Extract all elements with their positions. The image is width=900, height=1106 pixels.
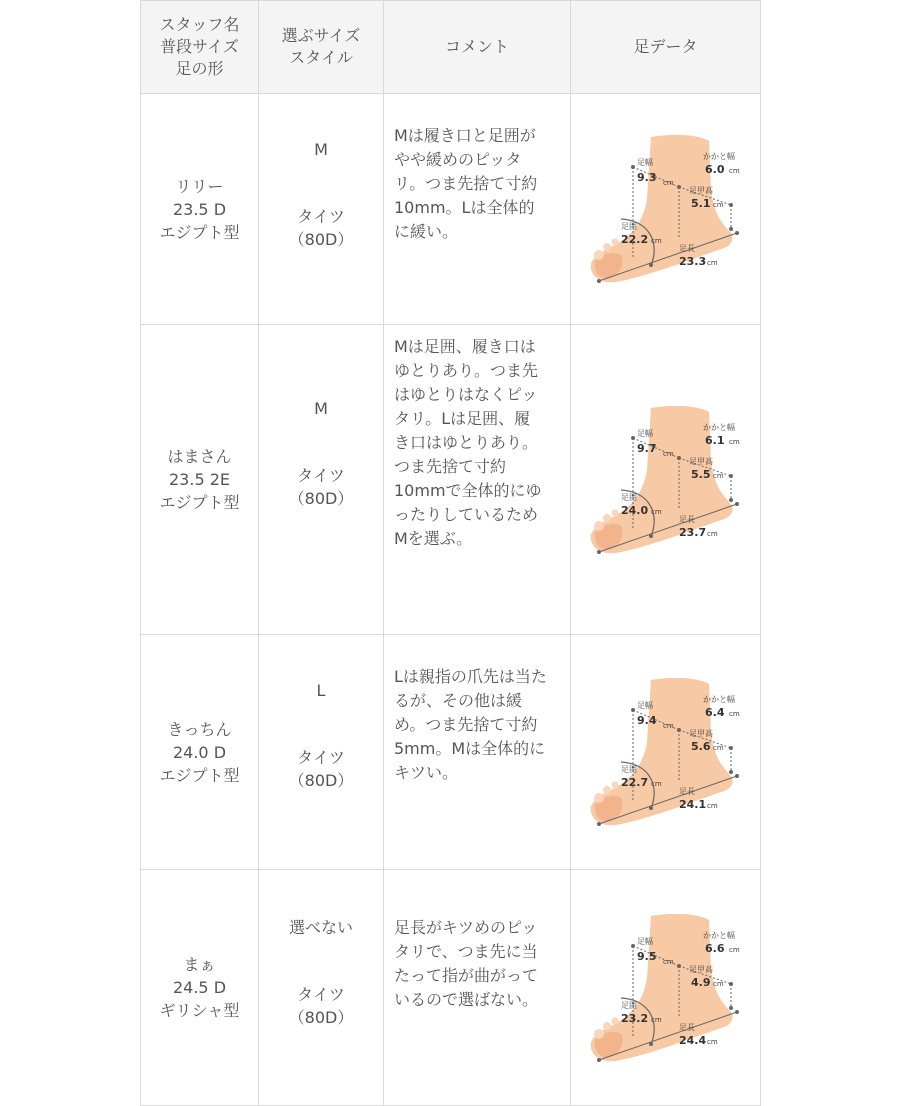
width-unit: cm — [662, 957, 674, 966]
width-label: 足幅 — [636, 428, 653, 438]
comment-line: リ。つま先捨て寸約 — [394, 174, 538, 193]
comment-cell — [384, 870, 571, 1106]
toe-icon — [603, 243, 611, 251]
staff-cell — [141, 325, 259, 635]
length-label: 足長 — [678, 1022, 695, 1032]
heel-label: かかと幅 — [702, 422, 735, 432]
instep-value: 4.9 — [690, 975, 710, 989]
size-cell — [259, 870, 384, 1106]
girth-value: 22.2 — [620, 233, 648, 246]
girth-unit: cm — [650, 507, 662, 516]
comment-cell — [384, 325, 571, 635]
instep-unit: cm — [712, 471, 724, 480]
heel-value: 6.0 — [704, 163, 724, 176]
comment-line: タリで、つま先に当 — [394, 942, 538, 961]
girth-label: 足囲 — [620, 492, 637, 502]
denier-label: （80D） — [288, 1008, 354, 1027]
comment-line: 10mmで全体的にゆ — [394, 481, 542, 500]
usual-size: 24.5 D — [172, 978, 227, 997]
toe-icon — [611, 1017, 618, 1024]
staff-cell — [141, 94, 259, 325]
girth-label: 足囲 — [620, 765, 637, 774]
comment-line: ったりしているため — [394, 505, 539, 524]
table-row — [141, 635, 761, 870]
toe-icon — [603, 1022, 611, 1030]
length-unit: cm — [706, 1037, 718, 1046]
size-spacer — [259, 420, 383, 464]
comment-line: キツい。 — [394, 763, 459, 782]
table-row — [141, 325, 761, 635]
comment-line: め。つま先捨て寸約 — [394, 715, 538, 734]
comment-line: つま先捨て寸約 — [394, 457, 507, 476]
length-label: 足長 — [678, 787, 695, 796]
size-cell — [259, 94, 384, 325]
comment-line: はゆとりはなくピッ — [394, 385, 538, 404]
foot-data-cell — [571, 325, 761, 635]
comment-line: Mは履き口と足囲が — [394, 126, 536, 145]
size-spacer — [259, 702, 383, 746]
denier-label: （80D） — [288, 489, 354, 508]
heel-unit: cm — [728, 710, 740, 718]
heel-value: 6.1 — [704, 433, 724, 447]
width-label: 足幅 — [636, 701, 653, 710]
instep-label: 足甲高 — [688, 964, 713, 974]
foot-shape: エジプト型 — [159, 765, 240, 785]
foot-diagram — [581, 908, 751, 1068]
heel-label: かかと幅 — [702, 152, 735, 161]
girth-value: 24.0 — [620, 503, 648, 517]
header-staff — [141, 1, 259, 94]
girth-unit: cm — [650, 780, 662, 788]
comment-line: 5mm。Mは全体的に — [394, 739, 546, 758]
instep-value: 5.1 — [690, 197, 710, 210]
length-label: 足長 — [678, 514, 695, 524]
heel-value: 6.6 — [704, 941, 724, 955]
foot-data-cell — [571, 94, 761, 325]
toe-icon — [603, 514, 611, 522]
size-cell — [259, 635, 384, 870]
size-spacer — [259, 939, 383, 983]
foot-shape: エジプト型 — [159, 222, 240, 242]
width-label: 足幅 — [636, 936, 653, 946]
length-value: 24.1 — [678, 798, 706, 811]
foot-data-cell — [571, 635, 761, 870]
toe-icon — [603, 786, 611, 794]
header-foot-data: 足データ — [571, 1, 761, 94]
heel-unit: cm — [728, 167, 740, 175]
comment-line: ゆとりあり。つま先 — [394, 361, 539, 380]
toe-icon — [594, 521, 604, 531]
length-unit: cm — [706, 529, 718, 538]
chosen-size: L — [316, 681, 326, 700]
girth-unit: cm — [650, 237, 662, 245]
staff-name: きっちん — [167, 719, 232, 739]
girth-value: 22.7 — [620, 776, 648, 789]
width-value: 9.5 — [636, 949, 656, 963]
comment-line: Mを選ぶ。 — [394, 529, 473, 548]
length-unit: cm — [706, 259, 718, 267]
comment-line: Lは親指の爪先は当た — [394, 667, 547, 686]
table-row — [141, 94, 761, 325]
header-size — [259, 1, 384, 94]
comment-line: たって指が曲がって — [394, 966, 539, 985]
size-spacer — [259, 161, 383, 205]
style-label: タイツ — [297, 985, 345, 1004]
chosen-size: M — [314, 140, 328, 159]
instep-value: 5.5 — [690, 467, 710, 481]
foot-diagram — [581, 129, 751, 289]
length-value: 23.3 — [678, 255, 706, 268]
girth-unit: cm — [650, 1015, 662, 1024]
instep-label: 足甲高 — [688, 729, 713, 738]
toe-icon — [594, 1029, 604, 1039]
width-value: 9.4 — [636, 714, 656, 727]
width-unit: cm — [662, 722, 674, 730]
table-row — [141, 870, 761, 1106]
chosen-size: 選べない — [288, 918, 353, 937]
length-label: 足長 — [678, 244, 695, 253]
foot-diagram — [581, 672, 751, 832]
header-staff-line: スタッフ名 — [159, 15, 240, 34]
heel-label: かかと幅 — [702, 930, 735, 940]
comment-line: に緩い。 — [394, 222, 459, 241]
header-comment: コメント — [384, 1, 571, 94]
chosen-size: M — [314, 399, 328, 418]
denier-label: （80D） — [288, 771, 354, 790]
denier-label: （80D） — [288, 230, 354, 249]
width-label: 足幅 — [636, 158, 653, 167]
instep-unit: cm — [712, 979, 724, 988]
staff-name: リリー — [175, 176, 224, 196]
width-value: 9.7 — [636, 441, 656, 455]
style-label: タイツ — [297, 207, 345, 226]
heel-label: かかと幅 — [702, 695, 735, 704]
comment-line: いるので選ばない。 — [394, 990, 539, 1009]
comment-cell — [384, 94, 571, 325]
style-label: タイツ — [297, 466, 345, 485]
header-staff-line: 普段サイズ — [160, 37, 239, 56]
size-cell — [259, 325, 384, 635]
table-header-row — [141, 1, 761, 94]
foot-shape: ギリシャ型 — [159, 1001, 240, 1020]
usual-size: 23.5 D — [172, 199, 227, 219]
instep-label: 足甲高 — [688, 456, 713, 466]
toe-icon — [611, 509, 618, 516]
foot-diagram — [581, 400, 751, 560]
usual-size: 24.0 D — [172, 742, 227, 762]
toe-icon — [611, 239, 618, 246]
length-value: 24.4 — [678, 1033, 706, 1047]
comment-line: 足長がキツめのピッ — [394, 918, 538, 937]
girth-label: 足囲 — [620, 1000, 637, 1010]
instep-unit: cm — [712, 201, 724, 209]
comment-line: やや緩めのピッタ — [394, 150, 522, 169]
heel-unit: cm — [728, 945, 740, 954]
toe-icon — [611, 782, 618, 789]
toe-icon — [594, 793, 604, 803]
header-size-line: 選ぶサイズ — [281, 26, 361, 45]
staff-cell — [141, 635, 259, 870]
size-comparison-table — [140, 0, 761, 1106]
header-staff-line: 足の形 — [175, 59, 224, 78]
staff-cell — [141, 870, 259, 1106]
width-unit: cm — [662, 179, 674, 187]
foot-shape: エジプト型 — [159, 493, 240, 512]
comment-line: Mは足囲、履き口は — [394, 337, 536, 356]
size-table-wrapper — [140, 0, 760, 1106]
staff-name: はまさん — [167, 447, 232, 466]
comment-line: 10mm。Lは全体的 — [394, 198, 535, 217]
girth-label: 足囲 — [620, 222, 637, 231]
staff-name: まぁ — [183, 955, 216, 974]
usual-size: 23.5 2E — [169, 470, 230, 489]
length-unit: cm — [706, 802, 718, 810]
heel-value: 6.4 — [704, 706, 724, 719]
instep-unit: cm — [712, 744, 724, 752]
comment-line: タリ。Lは足囲、履 — [394, 409, 531, 428]
header-size-line: スタイル — [289, 48, 353, 67]
girth-value: 23.2 — [620, 1011, 648, 1025]
foot-data-cell — [571, 870, 761, 1106]
instep-value: 5.6 — [690, 740, 710, 753]
instep-label: 足甲高 — [688, 186, 713, 195]
comment-line: き口はゆとりあり。 — [394, 433, 539, 452]
toe-icon — [594, 250, 604, 260]
style-label: タイツ — [297, 748, 345, 767]
width-unit: cm — [662, 449, 674, 458]
comment-line: るが、その他は緩 — [394, 691, 523, 710]
length-value: 23.7 — [678, 525, 706, 539]
width-value: 9.3 — [636, 171, 656, 184]
comment-cell — [384, 635, 571, 870]
heel-unit: cm — [728, 437, 740, 446]
